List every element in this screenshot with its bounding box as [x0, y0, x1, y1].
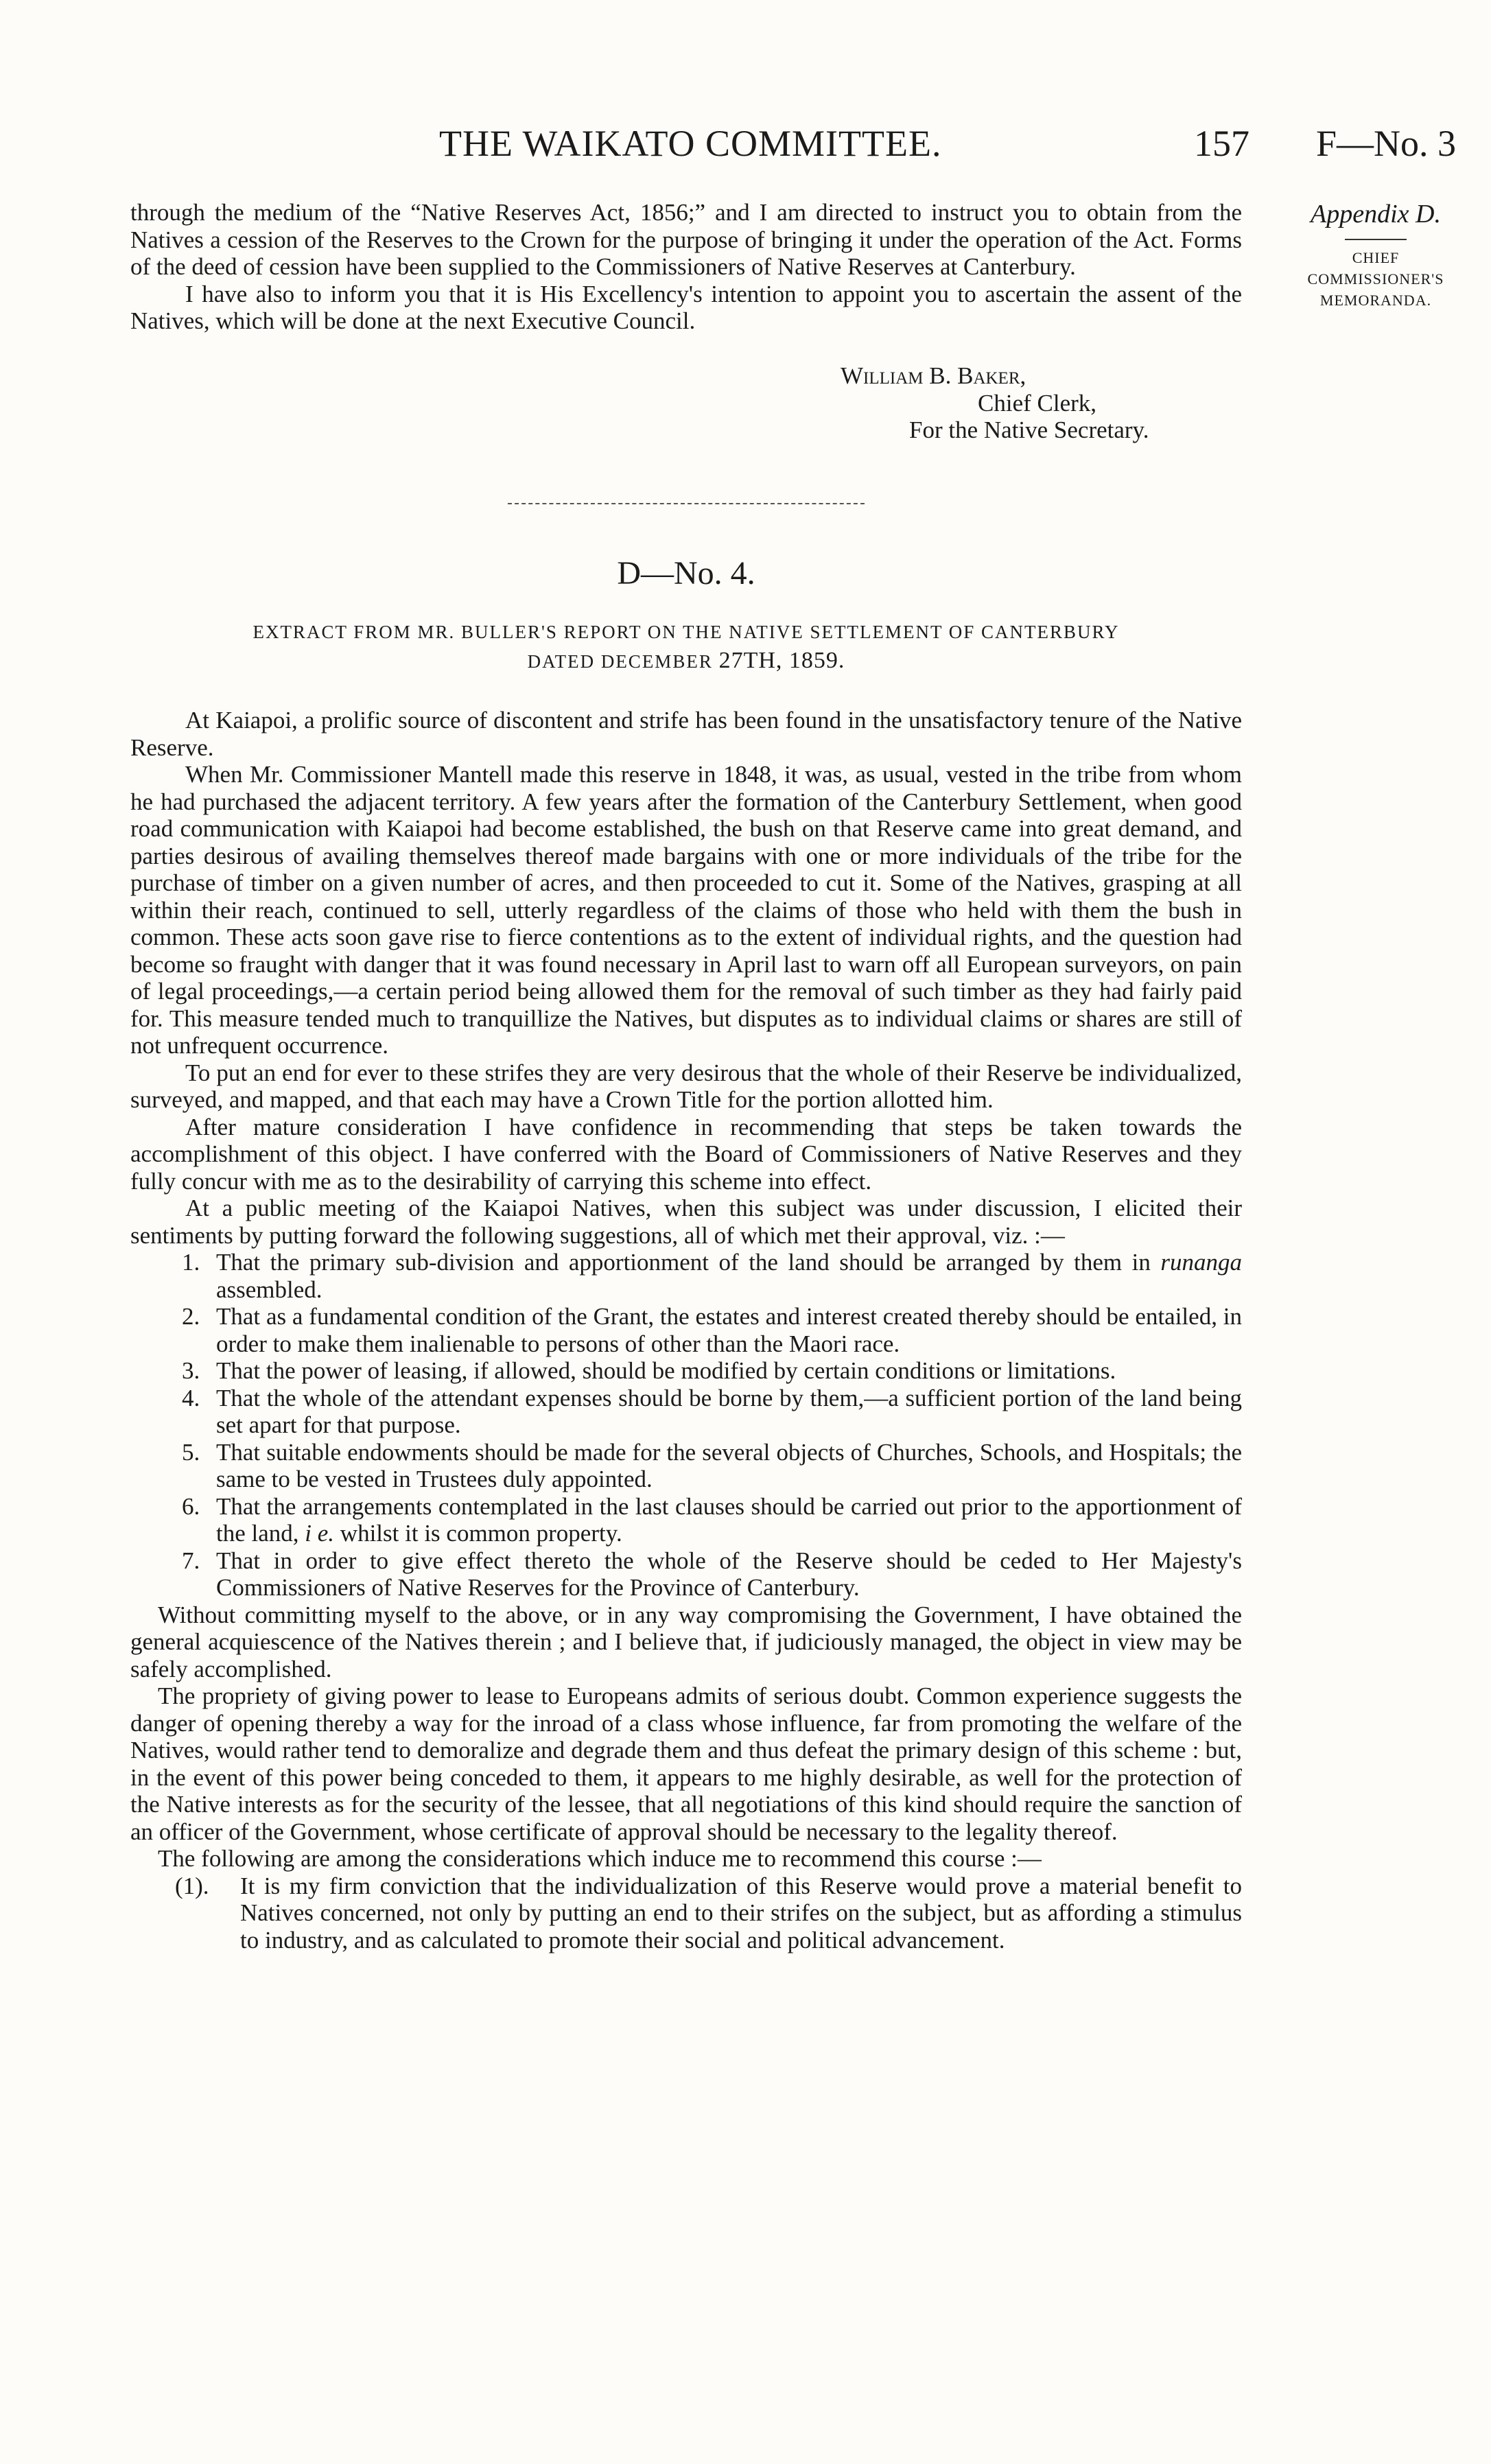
- signature-office: For the Native Secretary.: [909, 416, 1149, 443]
- item-number: 3.: [182, 1357, 200, 1384]
- report-paragraph-5: At a public meeting of the Kaiapoi Natives, when this subject was under discussion, I elicited their sentiments by putting forward the following suggestions, all of which met their approval, viz. :—: [130, 1195, 1242, 1249]
- item-text-end: whilst it is common property.: [334, 1520, 622, 1547]
- margin-divider: [1345, 239, 1407, 240]
- item-number: 7.: [182, 1547, 200, 1574]
- list-item: [130, 1385, 1242, 1439]
- item-text-end: assembled.: [216, 1276, 322, 1303]
- report-paragraph-1: At Kaiapoi, a prolific source of discontent and strife has been found in the unsatisfactory tenure of the Native Reserve.: [130, 707, 1242, 761]
- item-text: That the whole of the attendant expenses should be borne by them,—a sufficient portion of the land being set apart for that purpose.: [216, 1384, 1242, 1438]
- section-subheading: [130, 618, 1242, 676]
- item-text: That the arrangements contemplated in the last clauses should be carried out prior to the apportionment of the land,: [216, 1492, 1242, 1547]
- subheading-line-1: EXTRACT FROM MR. BULLER'S REPORT ON THE NATIVE SETTLEMENT OF CANTERBURY: [253, 622, 1120, 642]
- item-number: (1).: [175, 1872, 209, 1899]
- item-number: 2.: [182, 1303, 200, 1330]
- letter-body: [130, 199, 1242, 335]
- margin-line-memoranda: MEMORANDA.: [1319, 292, 1432, 309]
- item-number: 1.: [182, 1249, 200, 1276]
- report-paragraph-8: The following are among the considerations which induce me to recommend this course :—: [158, 1845, 1042, 1872]
- signature-block: [841, 362, 1252, 444]
- running-header: [0, 122, 1491, 177]
- item-text: That in order to give effect thereto the whole of the Reserve should be ceded to Her Majesty's Commissioners of Native Reserves for the Province of Canterbury.: [216, 1547, 1242, 1601]
- margin-note: [1273, 199, 1479, 311]
- list-item: [130, 1439, 1242, 1493]
- report-paragraph-7: The propriety of giving power to lease to Europeans admits of serious doubt. Common experience suggests the danger of opening thereby a way for the inroad of a class whose influence, far from promoting the welfare of the Natives, would rather tend to demoralize and degrade them and thus defeat the primary design of this scheme : but, in the event of this power being conceded to them, it appears to me highly desirable, as well for the protection of the Native interests as for the security of the lessee, that all negotiations of this kind should require the sanction of an officer of the Government, whose certificate of approval should be necessary to the legality thereof.: [130, 1682, 1242, 1845]
- subheading-line-2: [130, 646, 1242, 676]
- list-item: [130, 1303, 1242, 1357]
- list-item: [130, 1547, 1242, 1601]
- section-divider: [508, 503, 865, 504]
- suggestions-list: [130, 1249, 1242, 1601]
- list-item: [130, 1249, 1242, 1303]
- item-text: That the power of leasing, if allowed, should be modified by certain conditions or limitations.: [216, 1357, 1116, 1384]
- signature-name: William B. Baker,: [841, 362, 1026, 389]
- appendix-label: Appendix D.: [1311, 200, 1441, 228]
- report-paragraph-2: When Mr. Commissioner Mantell made this reserve in 1848, it was, as usual, vested in the tribe from whom he had purchased the adjacent territory. A few years after the formation of the Canterbury Settlement, when good road communication with Kaiapoi had become established, the bush on that Reserve came into great demand, and parties desirous of availing themselves thereof made bargains with one or more individuals of the tribe for the purchase of timber on a given number of acres, and then proceeded to cut it. Some of the Natives, grasping at all within their reach, continued to sell, utterly regardless of the claims of those who held with them the bush in common. These acts soon gave rise to fierce contentions as to the extent of individual rights, and the question had become so fraught with danger that it was found necessary in April last to warn off all European surveyors, on pain of legal proceedings,—a certain period being allowed them for the removal of such timber as they had fairly paid for. This measure tended much to tranquillize the Natives, but disputes as to individual claims or shares are still of not unfrequent occurrence.: [130, 761, 1242, 1059]
- report-paragraph-4: After mature consideration I have confidence in recommending that steps be taken towards the accomplishment of this object. I have conferred with the Board of Commissioners of Native Reserves and they fully concur with me as to the desirability of carrying this scheme into effect.: [130, 1113, 1242, 1195]
- margin-line-commissioner: COMMISSIONER'S: [1307, 270, 1444, 288]
- item-number: 6.: [182, 1492, 200, 1520]
- section-heading: D—No. 4.: [617, 555, 755, 591]
- subheading-date: 27TH, 1859.: [718, 648, 845, 673]
- item-italic-text: i e.: [305, 1520, 335, 1547]
- subheading-dated: DATED DECEMBER: [527, 651, 713, 672]
- page-title: THE WAIKATO COMMITTEE.: [439, 123, 942, 164]
- margin-line-chief: CHIEF: [1352, 249, 1400, 266]
- page-number: 157: [1194, 123, 1249, 164]
- list-item: [130, 1357, 1242, 1385]
- list-item: [130, 1493, 1242, 1547]
- item-italic-text: runanga: [1160, 1249, 1242, 1276]
- item-text: That suitable endowments should be made for the several objects of Churches, Schools, and Hospitals; the same to be vested in Trustees duly appointed.: [216, 1438, 1242, 1492]
- signature-title: Chief Clerk,: [978, 389, 1097, 416]
- letter-paragraph-1: through the medium of the “Native Reserves Act, 1856;” and I am directed to instruct you to obtain from the Natives a cession of the Reserves to the Crown for the purpose of bringing it under the operation of the Act. Forms of the deed of cession have been supplied to the Commissioners of Native Reserves at Canterbury.: [130, 199, 1242, 280]
- item-number: 4.: [182, 1384, 200, 1411]
- considerations-list: [130, 1873, 1242, 1954]
- item-text: That as a fundamental condition of the Grant, the estates and interest created thereby should be entailed, in order to make them inalienable to persons of other than the Maori race.: [216, 1303, 1242, 1357]
- report-paragraph-6: Without committing myself to the above, or in any way compromising the Government, I have obtained the general acquiescence of the Natives therein ; and I believe that, if judiciously managed, the object in view may be safely accomplished.: [130, 1601, 1242, 1682]
- item-text: It is my firm conviction that the individualization of this Reserve would prove a material benefit to Natives concerned, not only by putting an end to their strifes on the subject, but as affording a stimulus to industry, and as calculated to promote their social and political advancement.: [240, 1872, 1242, 1953]
- report-paragraph-3: To put an end for ever to these strifes they are very desirous that the whole of their Reserve be individualized, surveyed, and mapped, and that each may have a Crown Title for the portion allotted him.: [130, 1059, 1242, 1113]
- document-reference: F—No. 3: [1316, 123, 1457, 164]
- list-item: [130, 1873, 1242, 1954]
- letter-paragraph-2: I have also to inform you that it is His Excellency's intention to appoint you to ascertain the assent of the Natives, which will be done at the next Executive Council.: [130, 280, 1242, 334]
- report-body: [130, 707, 1242, 1953]
- item-number: 5.: [182, 1438, 200, 1466]
- item-text: That the primary sub-division and apportionment of the land should be arranged by them in: [216, 1249, 1161, 1276]
